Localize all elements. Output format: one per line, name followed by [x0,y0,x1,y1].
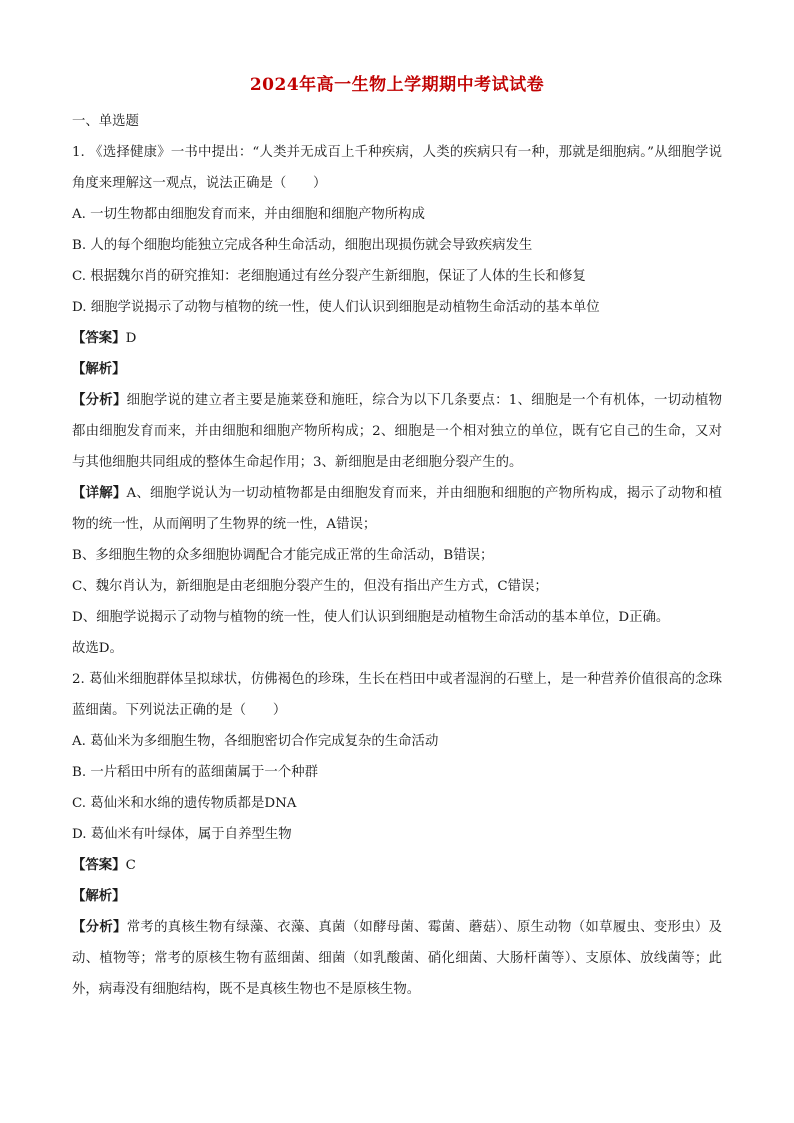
document-body [72,106,722,1005]
option-a: A. 葛仙米为多细胞生物，各细胞密切合作完成复杂的生命活动 [72,734,439,749]
question-stem: 1. 《选择健康》一书中提出：“人类并无成百上千种疾病，人类的疾病只有一种，那就是细胞病。”从细胞学说角度来理解这一观点，说法正确是（ ） [72,145,722,191]
page-title: 2024年高一生物上学期期中考试试卷 [249,75,545,95]
answer-tag: 【答案】 [72,857,126,873]
option-d: D. 葛仙米有叶绿体，属于自养型生物 [72,827,292,842]
answer-value: C [125,858,136,873]
analysis-text: 细胞学说的建立者主要是施莱登和施旺，综合为以下几条要点：1、细胞是一个有机体，一切动植物都由细胞发育而来，并由细胞和细胞产物所构成；2、细胞是一个相对独立的单位，既有它自己的生命，又对与其他细胞共同组成的整体生命起作用；3、新细胞是由老细胞分裂产生的。 [72,393,722,470]
answer-line [72,323,722,354]
answer-tag: 【答案】 [72,330,126,346]
section-heading: 一、单选题 [72,114,139,129]
analysis-label: 【分析】 [72,392,127,408]
detail-line: C、魏尔肖认为，新细胞是由老细胞分裂产生的，但没有指出产生方式，C错误； [72,579,548,594]
analysis-text: 常考的真核生物有绿藻、衣藻、真菌（如酵母菌、霉菌、蘑菇）、原生动物（如草履虫、变形虫）及动、植物等；常考的原核生物有蓝细菌、细菌（如乳酸菌、硝化细菌、大肠杆菌等）、支原体、放线菌等；此外，病毒没有细胞结构，既不是真核生物也不是原核生物。 [72,920,722,997]
detail-label: 【详解】 [72,485,127,501]
analysis-tag: 【解析】 [72,888,126,904]
detail-paragraph [72,478,722,540]
detail-text: A、细胞学说认为一切动植物都是由细胞发育而来，并由细胞和细胞的产物所构成，揭示了动物和植物的统一性，从而阐明了生物界的统一性，A错误； [72,486,722,532]
option-c: C. 葛仙米和水绵的遗传物质都是DNA [72,796,297,811]
analysis-label: 【分析】 [72,919,127,935]
analysis-paragraph [72,385,722,478]
conclusion-line: 故选D。 [72,641,123,656]
option-c: C. 根据魏尔肖的研究推知：老细胞通过有丝分裂产生新细胞，保证了人体的生长和修复 [72,269,586,284]
analysis-tag: 【解析】 [72,361,126,377]
option-d: D. 细胞学说揭示了动物与植物的统一性，使人们认识到细胞是动植物生命活动的基本单位 [72,300,600,315]
option-a: A. 一切生物都由细胞发育而来，并由细胞和细胞产物所构成 [72,207,425,222]
question-stem: 2. 葛仙米细胞群体呈拟球状，仿佛褐色的珍珠，生长在档田中或者湿润的石壁上，是一种营养价值很高的念珠蓝细菌。下列说法正确的是（ ） [72,672,722,718]
answer-line [72,850,722,881]
option-b: B. 一片稻田中所有的蓝细菌属于一个种群 [72,765,318,780]
analysis-paragraph [72,912,722,1005]
answer-value: D [125,331,137,346]
detail-line: B、多细胞生物的众多细胞协调配合才能完成正常的生命活动，B错误； [72,548,494,563]
detail-line: D、细胞学说揭示了动物与植物的统一性，使人们认识到细胞是动植物生命活动的基本单位，D正确。 [72,610,670,625]
option-b: B. 人的每个细胞均能独立完成各种生命活动，细胞出现损伤就会导致疾病发生 [72,238,533,253]
